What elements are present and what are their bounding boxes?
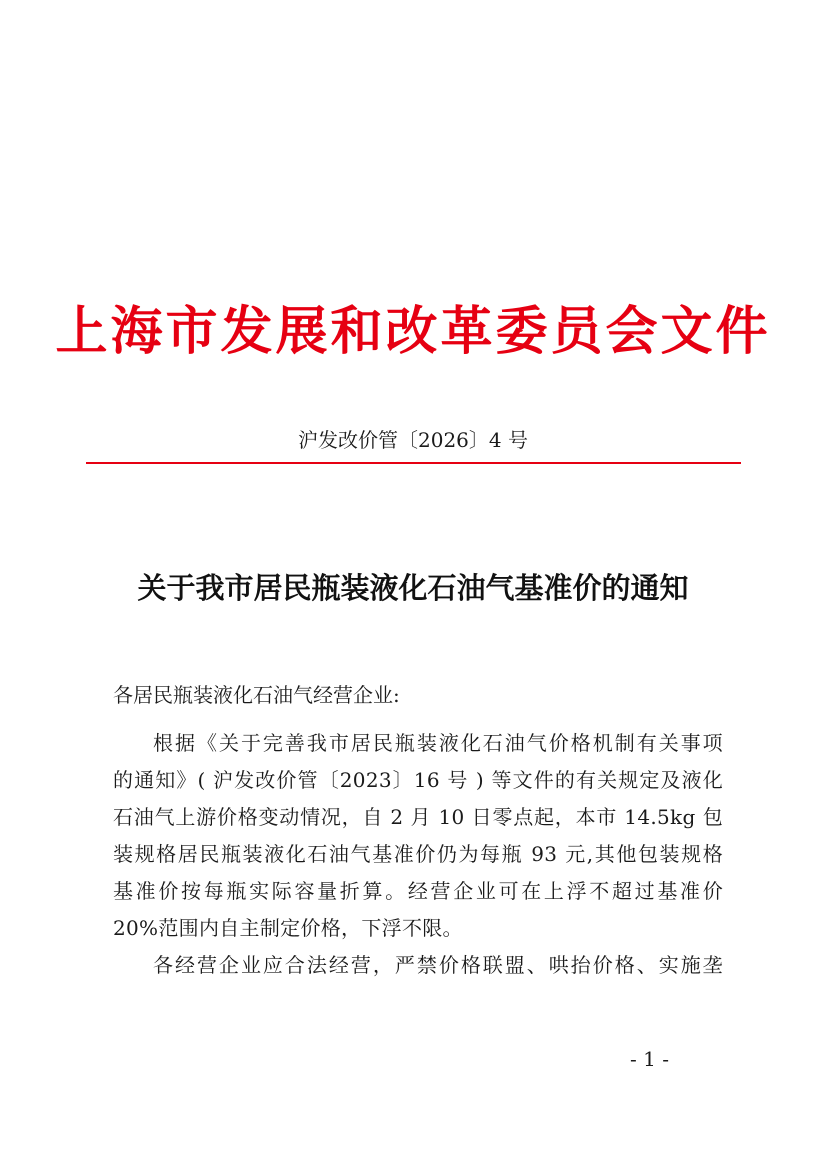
- paragraph-1-line-1: 根据《关于完善我市居民瓶装液化石油气价格机制有关事项: [153, 731, 723, 755]
- paragraph-1-line-3: 石油气上游价格变动情况，自 2 月 10 日零点起，本市 14.5kg 包: [113, 805, 723, 829]
- salutation: 各居民瓶装液化石油气经营企业:: [113, 683, 400, 707]
- document-body: [113, 725, 723, 984]
- paragraph-1-line-2: 的通知》( 沪发改价管〔2023〕16 号 ) 等文件的有关规定及液化: [113, 768, 723, 792]
- document-title: 关于我市居民瓶装液化石油气基准价的通知: [137, 571, 689, 605]
- document-number: 沪发改价管〔2026〕4 号: [298, 428, 528, 452]
- paragraph-1-line-5: 基准价按每瓶实际容量折算。经营企业可在上浮不超过基准价: [113, 879, 723, 903]
- issuer-masthead: 上海市发展和改革委员会文件: [55, 301, 771, 362]
- red-divider-line: [86, 462, 741, 464]
- paragraph-1-line-6: 20%范围内自主制定价格，下浮不限。: [113, 916, 463, 940]
- page-number: - 1 -: [630, 1047, 669, 1071]
- paragraph-1-line-4: 装规格居民瓶装液化石油气基准价仍为每瓶 93 元,其他包装规格: [113, 842, 723, 866]
- paragraph-2-line-1: 各经营企业应合法经营，严禁价格联盟、哄抬价格、实施垄: [153, 953, 723, 977]
